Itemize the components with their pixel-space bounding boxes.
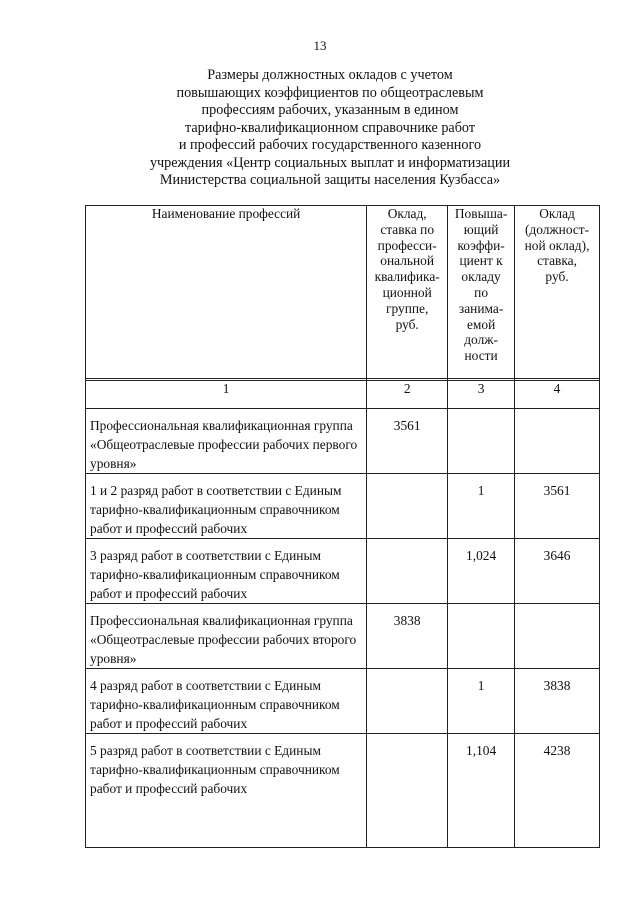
final-salary: 3646 (515, 539, 600, 604)
final-salary (515, 604, 600, 669)
coefficient: 1,104 (448, 734, 515, 848)
profession-name: 5 разряд работ в соответствии с Единым тарифно-квалификационным справочником работ и профессий рабочих (86, 734, 367, 848)
table-row (86, 539, 600, 604)
base-salary: 3838 (367, 604, 448, 669)
salary-table (85, 205, 600, 848)
base-salary (367, 474, 448, 539)
final-salary: 3838 (515, 669, 600, 734)
column-number: 4 (515, 381, 600, 409)
document-title (90, 67, 570, 190)
base-salary (367, 734, 448, 848)
coefficient: 1 (448, 669, 515, 734)
column-number: 1 (86, 381, 367, 409)
title-line: тарифно-квалификационном справочнике работ (184, 119, 476, 136)
title-line: профессиям рабочих, указанным в едином (201, 102, 459, 118)
profession-name: 4 разряд работ в соответствии с Единым тарифно-квалификационным справочником работ и профессий рабочих (86, 669, 367, 734)
final-salary: 3561 (515, 474, 600, 539)
table-row (86, 734, 600, 848)
page-number: 13 (313, 38, 327, 53)
profession-name: Профессиональная квалификационная группа «Общеотраслевые профессии рабочих второго уровня» (86, 604, 367, 669)
title-line: Министерства социальной защиты населения Кузбасса» (159, 172, 501, 188)
title-line: Размеры должностных окладов с учетом (207, 67, 453, 83)
column-number: 3 (448, 381, 515, 409)
header-base-salary: Оклад, ставка по професси- ональной квалифика- ционной группе, руб. (367, 206, 448, 379)
final-salary (515, 409, 600, 474)
table-row (86, 474, 600, 539)
coefficient (448, 604, 515, 669)
base-salary: 3561 (367, 409, 448, 474)
header-coefficient: Повыша- ющий коэффи- циент к окладу по занима- емой долж- ности (448, 206, 515, 379)
profession-name: 1 и 2 разряд работ в соответствии с Единым тарифно-квалификационным справочником работ и профессий рабочих (86, 474, 367, 539)
table-row (86, 669, 600, 734)
column-number: 2 (367, 381, 448, 409)
coefficient (448, 409, 515, 474)
base-salary (367, 539, 448, 604)
base-salary (367, 669, 448, 734)
table-row (86, 409, 600, 474)
title-line: учреждения «Центр социальных выплат и информатизации (149, 154, 511, 171)
header-final-salary: Оклад (должност- ной оклад), ставка, руб. (515, 206, 600, 379)
column-number-row (86, 381, 600, 409)
profession-name: Профессиональная квалификационная группа «Общеотраслевые профессии рабочих первого уровня» (86, 409, 367, 474)
title-line: повышающих коэффициентов по общеотраслевым (176, 84, 484, 101)
title-line: и профессий рабочих государственного казенного (178, 137, 482, 153)
table-row (86, 604, 600, 669)
header-profession-name: Наименование профессий (86, 206, 367, 379)
coefficient: 1,024 (448, 539, 515, 604)
table-header-row (86, 206, 600, 379)
coefficient: 1 (448, 474, 515, 539)
profession-name: 3 разряд работ в соответствии с Единым тарифно-квалификационным справочником работ и профессий рабочих (86, 539, 367, 604)
final-salary: 4238 (515, 734, 600, 848)
